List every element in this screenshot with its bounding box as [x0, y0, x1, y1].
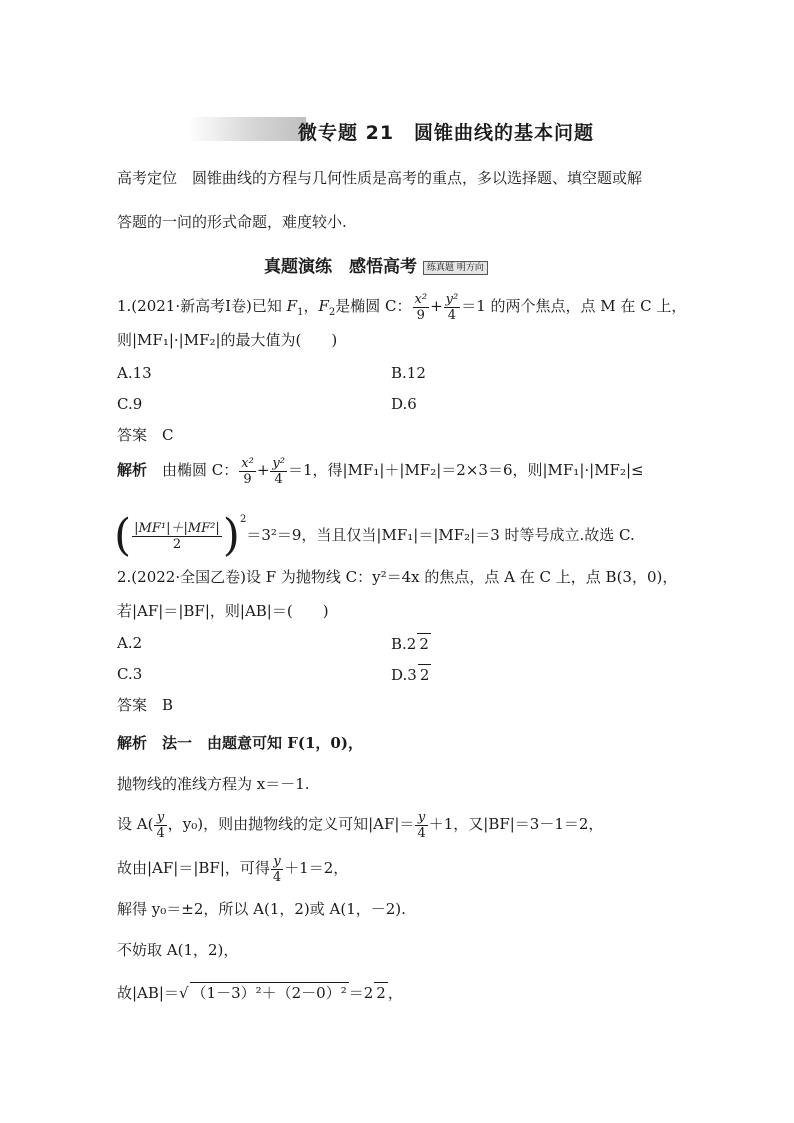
problem-2-solution-line-7: 故|AB|＝√ （1－3）²＋（2－0）² ＝2 2 ，	[117, 984, 403, 1002]
problem-1-question: 则|MF₁|·|MF₂|的最大值为( )	[117, 331, 338, 349]
section-title: 真题演练 感悟高考	[264, 257, 417, 277]
title-decoration	[188, 117, 306, 141]
intro-line-2: 答题的一问的形式命题，难度较小.	[117, 213, 347, 231]
problem-2-option-b: B.2 2	[391, 635, 429, 653]
problem-1-option-d: D.6	[391, 395, 417, 413]
problem-2-solution-line-2: 抛物线的准线方程为 x＝－1.	[117, 775, 310, 793]
fraction: $\frac{\text{y²}}{4}$	[445, 291, 459, 323]
problem-2-question: 若|AF|＝|BF|，则|AB|＝( )	[117, 602, 329, 620]
fraction: $\frac{y}{4}$	[156, 809, 165, 841]
section-tag: 练真题 明方向	[423, 261, 488, 275]
problem-2-solution-line-1: 解析 法一 由题意可知 F(1，0)，	[117, 734, 363, 752]
intro-line-1: 高考定位 圆锥曲线的方程与几何性质是高考的重点，多以选择题、填空题或解	[117, 169, 643, 187]
sqrt: 2	[419, 635, 429, 653]
fraction: $\frac{y}{4}$	[417, 809, 426, 841]
fraction: $\frac{\text{x²}}{9}$	[414, 291, 428, 323]
fraction: $\frac{\text{x²}}{9}$	[241, 455, 254, 487]
sqrt: （1－3）²＋（2－0）²	[191, 984, 347, 1002]
section-header	[264, 252, 488, 277]
page-title: 微专题 21 圆锥曲线的基本问题	[298, 122, 595, 144]
problem-2-option-c: C.3	[117, 665, 143, 683]
problem-2-solution-line-6: 不妨取 A(1，2)，	[117, 941, 239, 959]
sqrt: 2	[376, 984, 386, 1002]
problem-1-option-b: B.12	[391, 364, 426, 382]
problem-1-answer: 答案 C	[117, 426, 174, 444]
problem-2-stem: 2.(2022·全国乙卷)设 F 为抛物线 C：y²＝4x 的焦点，点 A 在 C 上，点 B(3，0)，	[117, 568, 678, 586]
problem-1-solution-line-1: 解析 由椭圆 C： $\frac{\text{x²}}{9}$ + $\frac{\text{y²}}{4}$ ＝1，得|MF₁|＋|MF₂|＝2×3＝6，则|MF₁|·|MF₂|≤	[117, 455, 644, 487]
problem-1-solution-line-2: ( $\frac{\text{|MF¹|＋|MF²|}}{2}$ )$^2$＝3²＝9，当且仅当|MF₁|＝|MF₂|＝3 时等号成立.故选 C.	[114, 510, 635, 561]
fraction: $\frac{y}{4}$	[272, 853, 282, 885]
fraction: $\frac{\text{y²}}{4}$	[272, 455, 285, 487]
problem-2-option-d: D.3 2	[391, 666, 430, 684]
problem-2-option-a: A.2	[117, 634, 143, 652]
problem-1-option-a: A.13	[117, 364, 152, 382]
problem-1-option-c: C.9	[117, 395, 143, 413]
problem-2-solution-line-3: 设 A( $\frac{y}{4}$ ，y₀)，则由抛物线的定义可知|AF|＝ $\frac{y}{4}$ ＋1，又|BF|＝3－1＝2，	[117, 809, 604, 841]
focus-f1: F	[286, 297, 298, 315]
fraction: $\frac{\text{|MF¹|＋|MF²|}}{2}$	[134, 520, 220, 552]
problem-1-stem: 1.(2021·新高考Ⅰ卷)已知 $F_1$，$F_2$是椭圆 C： $\frac{\text{x²}}{9}$ + $\frac{\text{y²}}{4}$ ＝1 的两个焦点，点 M 在 C 上，	[117, 291, 687, 323]
problem-2-solution-line-4: 故由|AF|＝|BF|，可得 $\frac{y}{4}$ ＋1＝2，	[117, 853, 349, 885]
problem-2-answer: 答案 B	[117, 696, 174, 714]
problem-2-solution-line-5: 解得 y₀＝±2，所以 A(1，2)或 A(1，－2).	[117, 900, 406, 918]
sqrt: 2	[419, 666, 430, 684]
focus-f2: F	[318, 297, 329, 315]
